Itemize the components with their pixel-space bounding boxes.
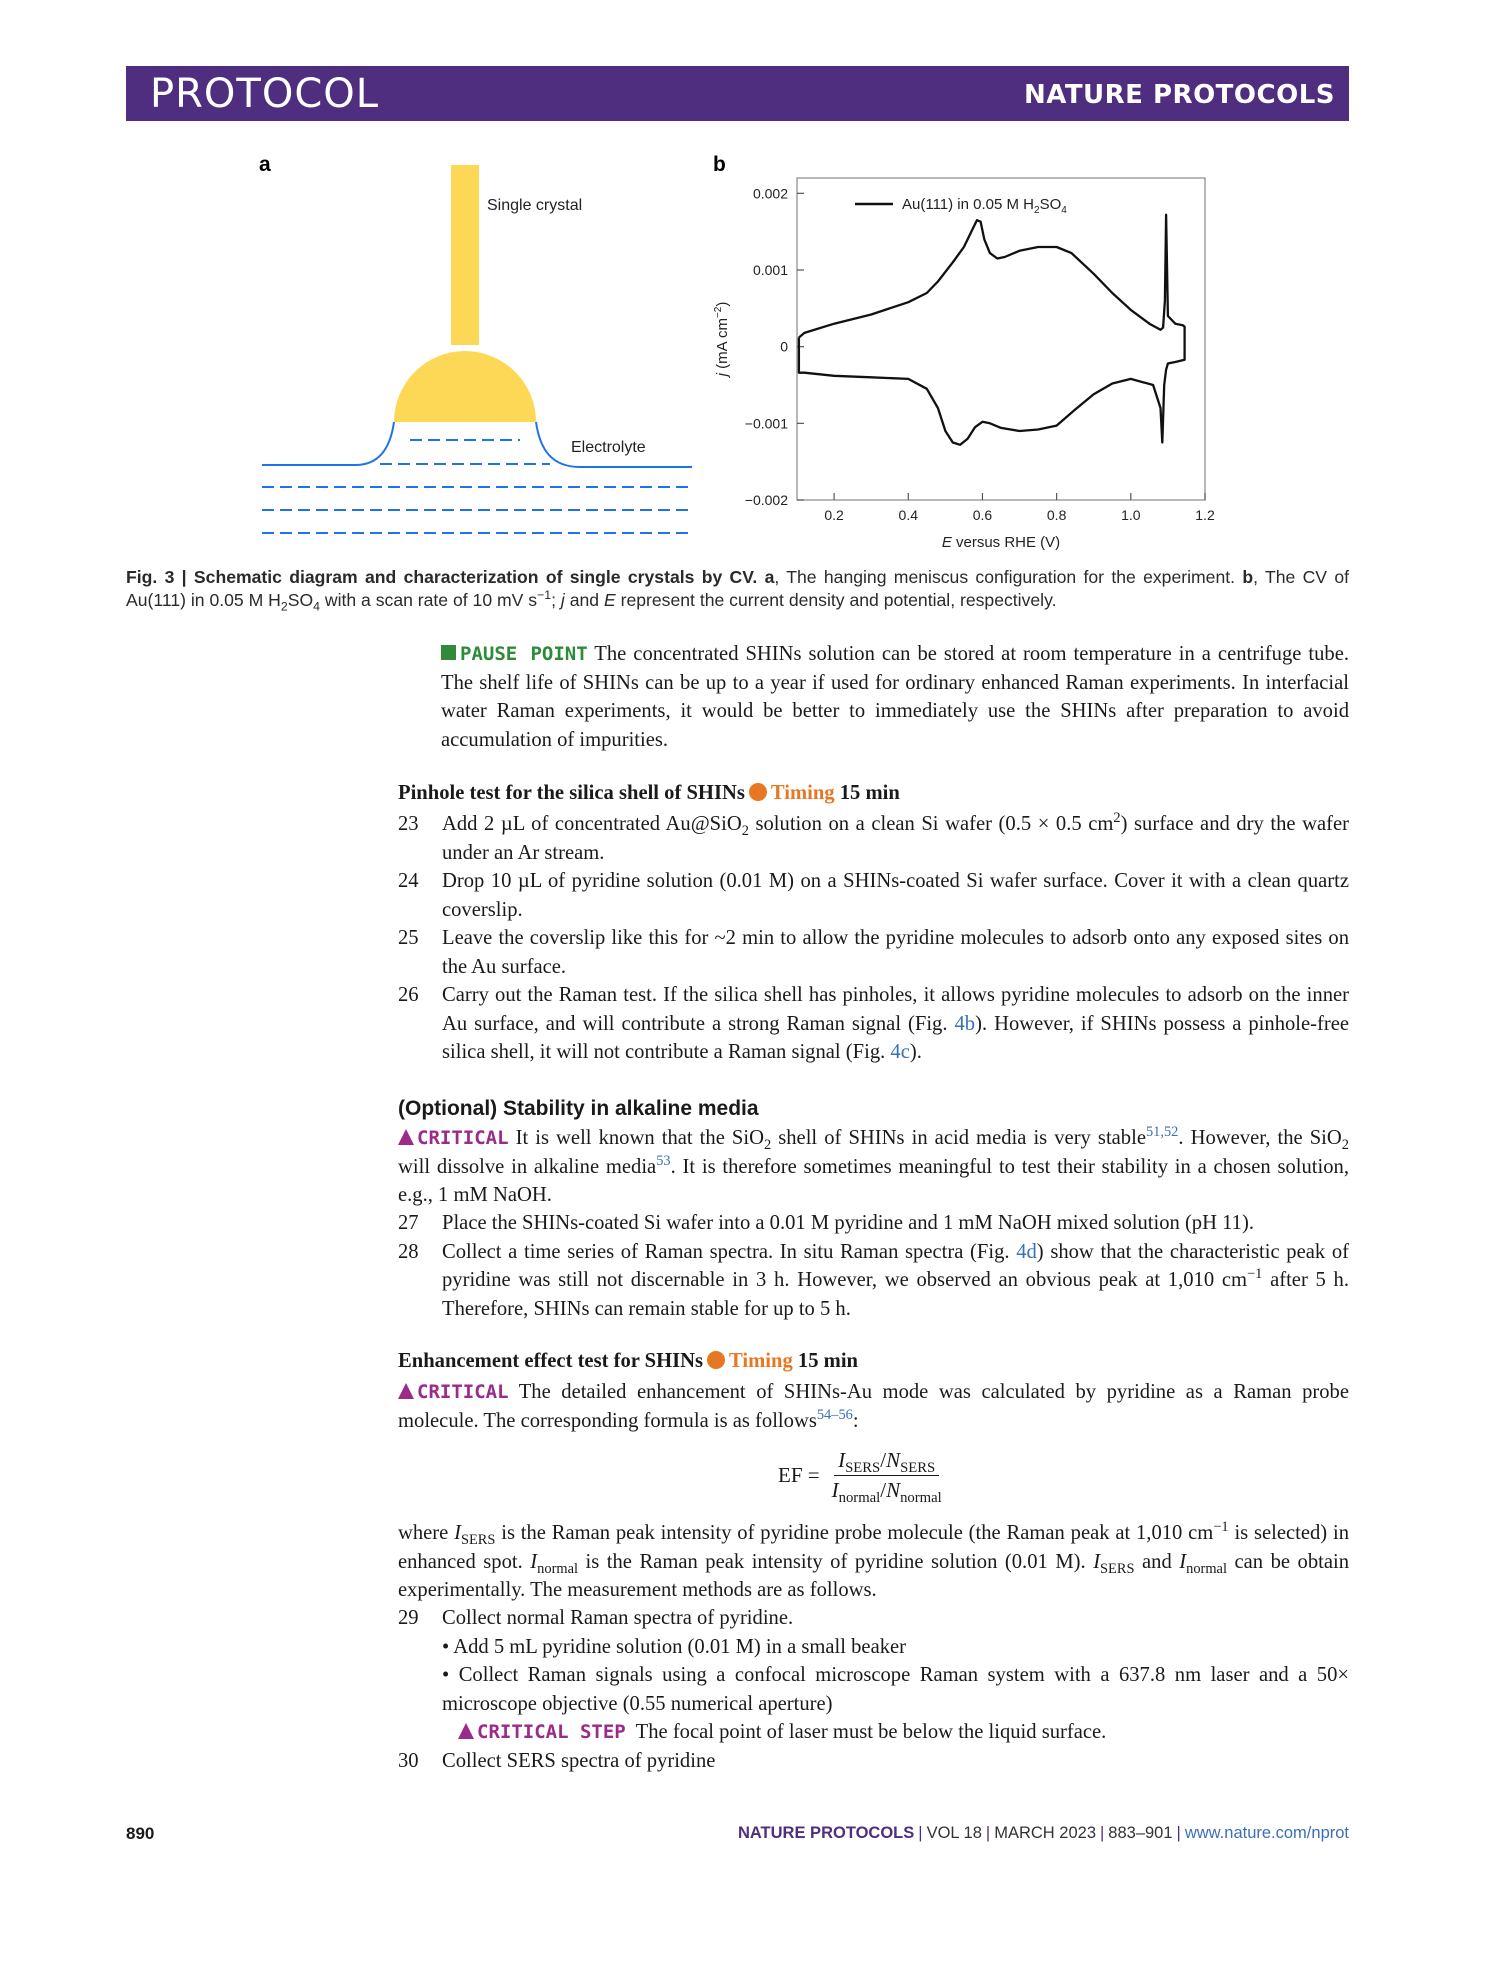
ef-formula (778, 1448, 946, 1507)
superscript: −1 (1213, 1519, 1229, 1536)
body-text: is the Raman peak intensity of pyridine solution (0.01 M). (577, 1550, 1094, 1573)
electrolyte-label: Electrolyte (571, 439, 646, 456)
superscript: 2 (1113, 810, 1121, 827)
symbol: I (530, 1550, 538, 1573)
caption-b-text: ; (551, 590, 561, 610)
body-text: is the Raman peak intensity of pyridine probe molecule (the Raman peak at 1,010 cm (495, 1522, 1214, 1544)
step-number: 26 (398, 984, 419, 1006)
body-text: and (1134, 1550, 1180, 1573)
symbol: I (838, 1448, 846, 1472)
caption-b-text: represent the current density and potential, respectively. (615, 590, 1057, 610)
footer-url-link[interactable]: www.nature.com/nprot (1184, 1824, 1349, 1842)
step-number: 24 (398, 870, 419, 892)
caption-a-text: , The hanging meniscus configuration for the experiment. (774, 567, 1236, 587)
critical-triangle-icon (458, 1723, 474, 1739)
footer-journal-name: NATURE PROTOCOLS (737, 1824, 915, 1842)
figure-3 (0, 0, 1489, 560)
enhancement-steps (398, 1604, 1349, 1775)
caption-fig-label: Fig. 3 | (126, 567, 187, 587)
journal-name: NATURE PROTOCOLS (1023, 80, 1335, 110)
step-26 (398, 981, 1349, 1067)
bullet-item (398, 1633, 1349, 1662)
step-25 (398, 924, 1349, 981)
formula-lhs: EF = (778, 1463, 820, 1487)
figure-ref-link[interactable]: 4d (1016, 1240, 1037, 1263)
panel-a-label: a (259, 153, 271, 176)
critical-step (398, 1718, 1349, 1747)
caption-subscript: 2 (280, 599, 288, 614)
subscript: SERS (460, 1532, 496, 1549)
body-text: can be obtain experimentally. The measurement methods are as follows. (398, 1550, 1350, 1601)
critical-text: It is well known that the SiO (515, 1127, 764, 1149)
subscript: SERS (1100, 1560, 1135, 1577)
step-23 (398, 810, 1349, 867)
subscript: normal (838, 1490, 881, 1507)
critical-text: : (852, 1409, 859, 1432)
step-text: ). (909, 1041, 922, 1063)
panel-b-label: b (713, 153, 726, 176)
critical-text: shell of SHINs in acid media is very stable (771, 1127, 1146, 1149)
caption-subscript: 4 (313, 599, 320, 614)
y-tick-label: 0.001 (752, 262, 788, 278)
x-axis-label: E versus RHE (V) (941, 534, 1061, 551)
step-text: Add 2 µL of concentrated Au@SiO (442, 813, 742, 835)
y-axis-label: j (mA $cm^{-2}$) (713, 301, 731, 377)
crystal-rod (451, 165, 479, 345)
section-heading-optional: (Optional) Stability in alkaline media (398, 1097, 759, 1120)
step-number: 30 (398, 1749, 419, 1772)
pause-point-icon (441, 645, 456, 660)
footer-citation: NATURE PROTOCOLS | VOL 18 | MARCH 2023 | 883–901 | www.nature.com/nprot (737, 1824, 1349, 1842)
timing-value: 15 min (797, 1350, 858, 1372)
timing-label: Timing (770, 782, 835, 804)
page-number: 890 (126, 1824, 155, 1843)
heading-text: Pinhole test for the silica shell of SHINs (398, 782, 745, 804)
section-heading-pinhole (398, 782, 900, 805)
timing-dot-icon (749, 783, 767, 801)
subscript: normal (537, 1560, 578, 1577)
x-tick-label: 0.6 (972, 507, 993, 523)
caption-b-label: b (1242, 567, 1254, 587)
caption-b-text: and (564, 590, 604, 610)
y-tick-label: 0 (780, 338, 788, 355)
symbol: N (886, 1448, 901, 1472)
bullet-item (398, 1661, 1349, 1718)
superscript: −1 (1247, 1266, 1263, 1283)
cv-series-line (799, 215, 1185, 445)
x-tick-label: 1.0 (1121, 507, 1141, 523)
step-text: Drop 10 µL of pyridine solution (0.01 M) on a SHINs-coated Si wafer surface. Cover it with a clean quartz coverslip. (442, 870, 1349, 921)
step-24 (398, 867, 1349, 924)
symbol: I (831, 1478, 839, 1502)
critical-paragraph-enhancement (398, 1378, 1349, 1435)
formula-numerator: $I_{SERS}/N_{SERS}$ (834, 1448, 939, 1476)
subscript: normal (1186, 1560, 1227, 1577)
pause-point-label: PAUSE POINT (460, 643, 588, 665)
bullet-text: • Collect Raman signals using a confocal microscope Raman system with a 637.8 nm laser and a 50× microscope objective (0.55 numerical aperture) (442, 1664, 1349, 1715)
step-text: Place the SHINs-coated Si wafer into a 0.01 M pyridine and 1 mM NaOH mixed solution (pH 11). (442, 1212, 1254, 1234)
step-text: Collect SERS spectra of pyridine (442, 1749, 716, 1772)
formula-denominator: $I_{normal}/N_{normal}$ (831, 1478, 942, 1507)
pinhole-steps (398, 810, 1349, 1067)
critical-label: CRITICAL (417, 1127, 509, 1149)
x-tick-label: 1.2 (1195, 507, 1215, 523)
y-tick-label: −0.002 (744, 492, 788, 508)
critical-step-text: The focal point of laser must be below the liquid surface. (635, 1721, 1107, 1743)
single-crystal-label: Single crystal (487, 197, 583, 214)
timing-value: 15 min (839, 782, 900, 804)
step-text: after 5 h. Therefore, SHINs can remain stable for up to 5 h. (442, 1269, 1349, 1320)
subscript: SERS (845, 1460, 881, 1477)
step-number: 23 (398, 813, 419, 835)
critical-paragraph-alkaline (398, 1124, 1349, 1210)
footer-volume: VOL 18 (926, 1824, 982, 1842)
pause-point-text: The concentrated SHINs solution can be stored at room temperature in a centrifuge tube. The shelf life of SHINs can be up to a year if used for ordinary enhanced Raman experiments. In interfacial water Raman experiments, it would be better to immediately use the SHINs after preparation to avoid accumulation of impurities. (441, 643, 1349, 751)
section-heading-enhancement (398, 1350, 858, 1373)
body-text: is selected) in enhanced spot. (398, 1522, 1349, 1573)
formula-fraction (828, 1448, 946, 1507)
step-number: 28 (398, 1240, 419, 1263)
figure-ref-link[interactable]: 4b (954, 1012, 976, 1035)
x-tick-label: 0.2 (824, 507, 844, 523)
symbol: I (1093, 1550, 1101, 1573)
caption-title: Schematic diagram and characterization of single crystals by CV. (193, 567, 758, 587)
step-text: ) show that the characteristic peak of pyridine was still not discernable in 3 h. However, we observed an obvious peak at 1,010 cm (442, 1240, 1349, 1291)
timing-label: Timing (729, 1350, 793, 1372)
critical-triangle-icon (398, 1383, 414, 1399)
caption-b-text: , The CV of Au(111) in 0.05 M H (126, 567, 1350, 610)
cv-chart (713, 178, 1215, 551)
critical-text: . However, the SiO (1178, 1127, 1342, 1149)
caption-b-text: with a scan rate of 10 mV s (319, 590, 538, 610)
plot-frame (797, 178, 1205, 500)
step-28 (398, 1238, 1349, 1324)
subscript: 2 (763, 1137, 772, 1154)
caption-a-label: a (764, 567, 775, 587)
subscript: normal (900, 1490, 942, 1507)
y-tick-label: 0.002 (752, 185, 788, 202)
crystal-bead (394, 351, 536, 422)
critical-text: The detailed enhancement of SHINs-Au mode was calculated by pyridine as a Raman probe molecule. The corresponding formula is as follows (398, 1381, 1349, 1432)
where-paragraph (398, 1519, 1349, 1605)
step-number: 29 (398, 1607, 419, 1629)
symbol: N (886, 1478, 901, 1502)
citation-link[interactable]: 51,52 (1145, 1124, 1179, 1141)
bullet-text: • Add 5 mL pyridine solution (0.01 M) in a small beaker (442, 1635, 907, 1658)
pause-point-paragraph (441, 640, 1349, 754)
step-text: ) surface and dry the wafer under an Ar stream. (442, 813, 1349, 864)
critical-text: . It is therefore sometimes meaningful to test their stability in a chosen solution, e.g., 1 mM NaOH. (398, 1155, 1349, 1206)
caption-symbol-j: j (560, 590, 565, 610)
subscript: 2 (741, 823, 749, 840)
figure-caption (126, 566, 1349, 612)
legend-entry: Au(111) in 0.05 M $H_2SO_4$ (902, 196, 1067, 216)
symbol: I (454, 1522, 461, 1544)
meniscus-left (262, 422, 394, 465)
figure-ref-link[interactable]: 4c (890, 1041, 910, 1063)
caption-b-text: SO (287, 590, 314, 610)
body-text: where (398, 1522, 455, 1544)
critical-triangle-icon (398, 1129, 414, 1145)
step-30 (398, 1747, 1349, 1776)
subscript: SERS (900, 1460, 936, 1477)
caption-superscript: −1 (537, 588, 552, 603)
step-text: Collect normal Raman spectra of pyridine. (442, 1607, 794, 1629)
step-27 (398, 1209, 1349, 1238)
critical-label: CRITICAL (417, 1381, 509, 1403)
footer-date: MARCH 2023 (994, 1824, 1096, 1842)
step-number: 25 (398, 927, 419, 949)
critical-step-label: CRITICAL STEP (477, 1721, 626, 1743)
step-text: Collect a time series of Raman spectra. In situ Raman spectra (Fig. (442, 1240, 1017, 1263)
step-text: Carry out the Raman test. If the silica shell has pinholes, it allows pyridine molecules to adsorb on the inner Au surface, and will contribute a strong Raman signal (Fig. (442, 984, 1349, 1035)
step-text: solution on a clean Si wafer (0.5 × 0.5 cm (748, 813, 1114, 835)
alkaline-steps (398, 1209, 1349, 1323)
x-tick-label: 0.8 (1046, 507, 1067, 523)
citation-link[interactable]: 54–56 (816, 1406, 853, 1423)
footer-pages: 883–901 (1108, 1824, 1173, 1842)
step-text: ). However, if SHINs possess a pinhole-free silica shell, it will not contribute a Raman signal (Fig. (442, 1012, 1350, 1063)
subscript: 2 (1341, 1137, 1349, 1154)
y-tick-label: −0.001 (744, 415, 788, 432)
heading-text: Enhancement effect test for SHINs (398, 1350, 704, 1372)
step-29 (398, 1604, 1349, 1633)
caption-symbol-e: E (603, 590, 616, 610)
step-text: Leave the coverslip like this for ~2 min to allow the pyridine molecules to adsorb onto any exposed sites on the Au surface. (442, 927, 1349, 978)
step-number: 27 (398, 1212, 419, 1234)
x-tick-label: 0.4 (898, 507, 919, 523)
symbol: I (1179, 1550, 1187, 1573)
citation-link[interactable]: 53 (656, 1152, 671, 1169)
single-crystal-schematic (262, 165, 692, 533)
section-label: PROTOCOL (150, 71, 380, 117)
timing-dot-icon (707, 1351, 725, 1369)
critical-text: will dissolve in alkaline media (398, 1155, 657, 1178)
